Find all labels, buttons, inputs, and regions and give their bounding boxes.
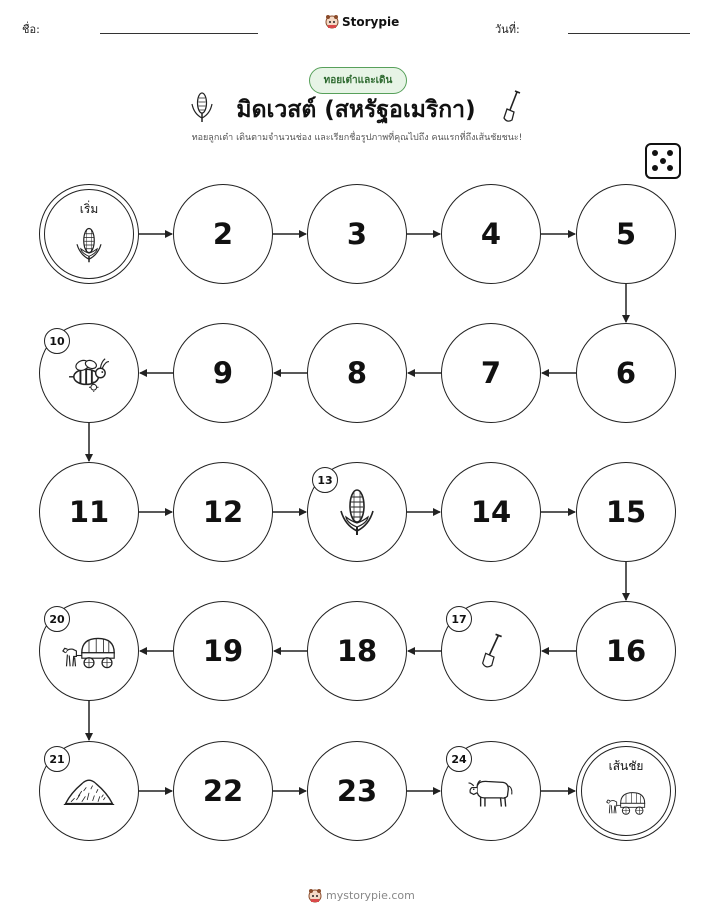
space-number: 11 [68, 495, 110, 529]
space-number: 7 [480, 356, 502, 390]
storypie-mascot-icon [308, 888, 322, 903]
space-number: 8 [346, 356, 368, 390]
board-space-6[interactable] [576, 323, 676, 423]
finish-label: เส้นชัย [608, 759, 644, 773]
board-space-23[interactable] [307, 741, 407, 841]
board-space-19[interactable] [173, 601, 273, 701]
space-number-badge: 10 [44, 328, 70, 354]
space-number: 16 [605, 634, 647, 668]
board-space-5[interactable] [576, 184, 676, 284]
date-label: วันที่: [495, 23, 520, 36]
board-space-15[interactable] [576, 462, 676, 562]
space-number-badge: 13 [312, 467, 338, 493]
space-number-badge: 21 [44, 746, 70, 772]
brand-name: Storypie [342, 14, 400, 29]
footer [308, 888, 415, 903]
space-number: 9 [212, 356, 234, 390]
space-number: 12 [202, 495, 244, 529]
space-number-badge: 17 [446, 606, 472, 632]
board-space-16[interactable] [576, 601, 676, 701]
board-space-18[interactable] [307, 601, 407, 701]
board-space-2[interactable] [173, 184, 273, 284]
footer-site: mystorypie.com [326, 889, 415, 902]
board-space-4[interactable] [441, 184, 541, 284]
board-space-20[interactable] [39, 601, 139, 701]
space-number: 14 [470, 495, 512, 529]
space-number: 5 [615, 217, 637, 251]
board-space-24[interactable] [441, 741, 541, 841]
board-space-11[interactable] [39, 462, 139, 562]
start-label: เริ่ม [79, 202, 99, 216]
board-space-12[interactable] [173, 462, 273, 562]
start-space[interactable] [39, 184, 139, 284]
space-number: 3 [346, 217, 368, 251]
board-space-3[interactable] [307, 184, 407, 284]
bull-icon [464, 772, 518, 810]
space-number: 6 [615, 356, 637, 390]
space-number: 4 [480, 217, 502, 251]
space-number: 23 [336, 774, 378, 808]
board-space-9[interactable] [173, 323, 273, 423]
name-label: ชื่อ: [22, 23, 40, 36]
space-number: 2 [212, 217, 234, 251]
board-space-21[interactable] [39, 741, 139, 841]
board-space-10[interactable] [39, 323, 139, 423]
board-space-13[interactable] [307, 462, 407, 562]
space-number: 19 [202, 634, 244, 668]
covered-wagon-icon [62, 632, 116, 670]
finish-space[interactable] [576, 741, 676, 841]
shovel-icon [464, 632, 518, 670]
activity-tag: ทอยเต๋าและเดิน [309, 67, 407, 94]
board-space-22[interactable] [173, 741, 273, 841]
board-space-7[interactable] [441, 323, 541, 423]
space-number: 15 [605, 495, 647, 529]
instructions: ทอยลูกเต๋า เดินตามจำนวนช่อง และเรียกชื่อรูปภาพที่คุณไปถึง คนแรกที่ถึงเส้นชัยชนะ! [191, 133, 523, 143]
page-title: มิดเวสต์ (สหรัฐอเมริกา) [236, 97, 476, 123]
bee-icon [62, 354, 116, 392]
hay-pile-icon [62, 772, 116, 810]
board-space-8[interactable] [307, 323, 407, 423]
covered-wagon-icon [606, 788, 646, 816]
corn-icon [337, 487, 377, 537]
board-space-14[interactable] [441, 462, 541, 562]
space-number-badge: 20 [44, 606, 70, 632]
board-space-17[interactable] [441, 601, 541, 701]
corn-icon [74, 226, 104, 264]
space-number: 22 [202, 774, 244, 808]
space-number: 18 [336, 634, 378, 668]
space-number-badge: 24 [446, 746, 472, 772]
